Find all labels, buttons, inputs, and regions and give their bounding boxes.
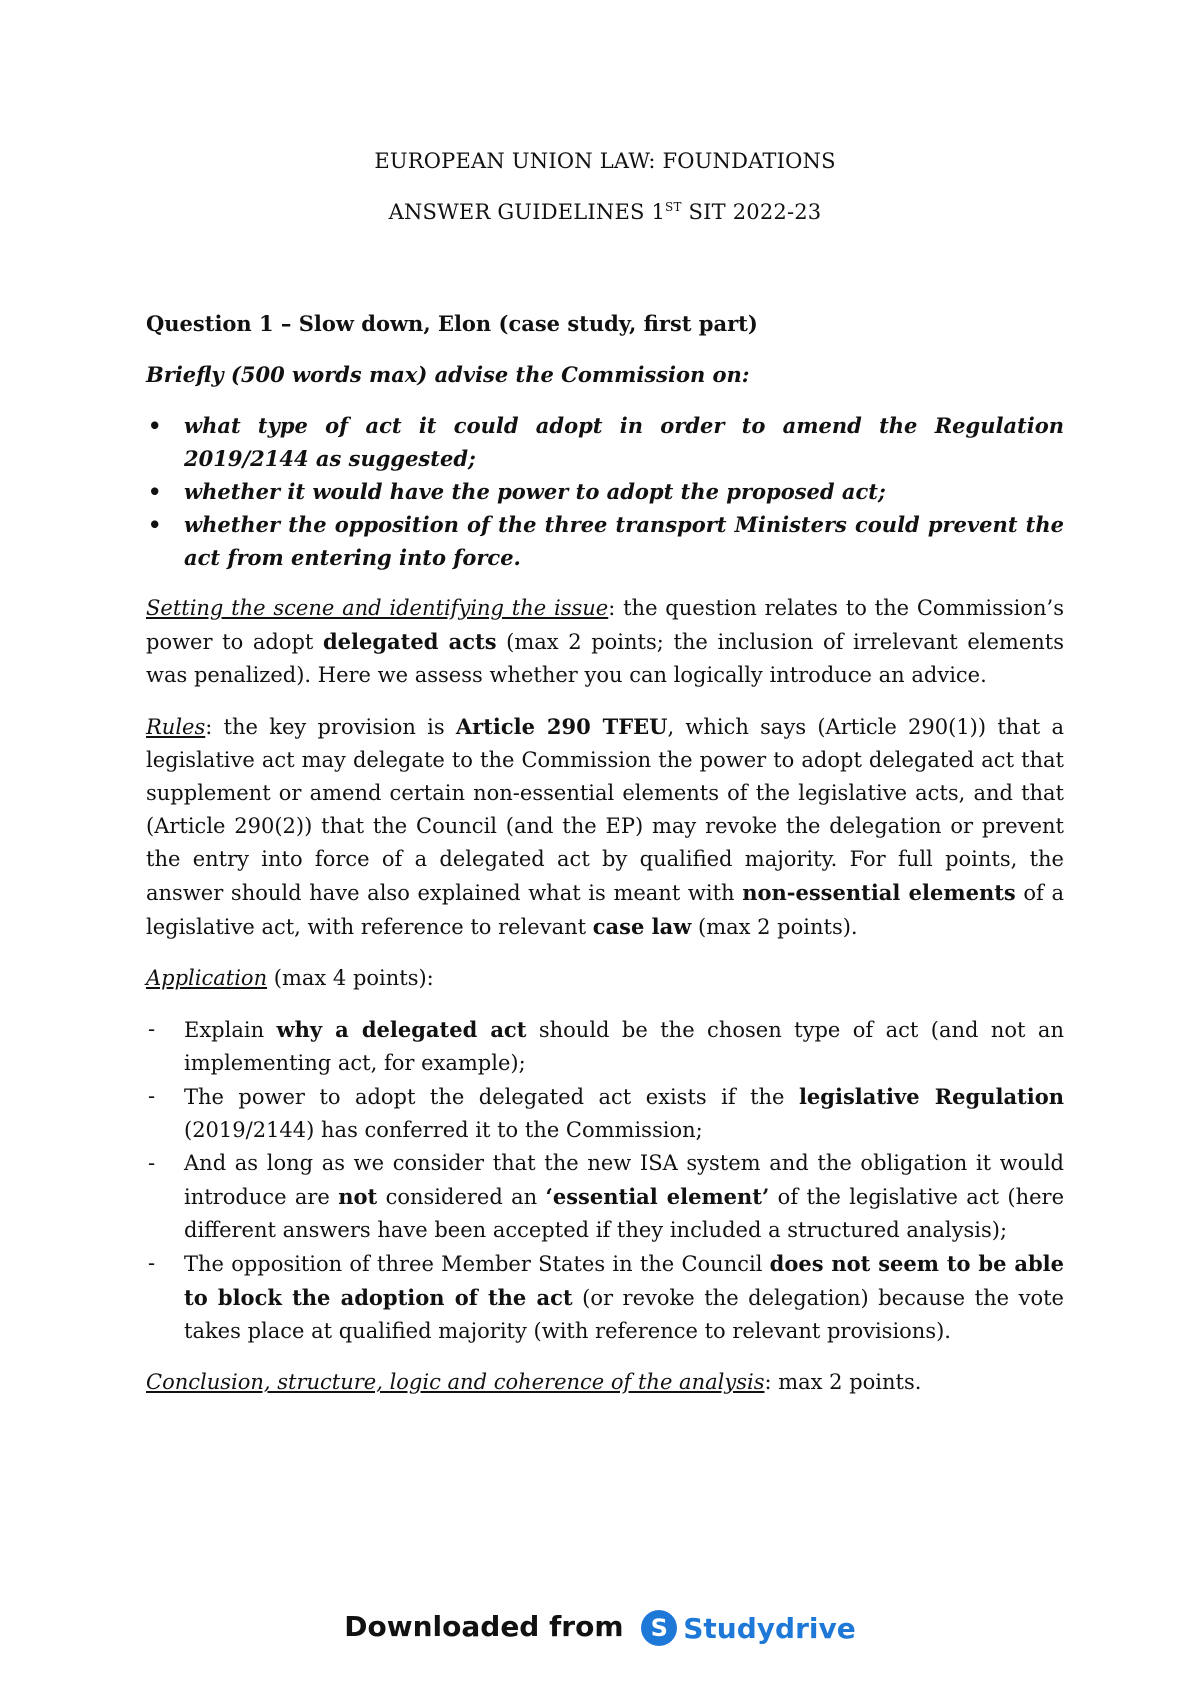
list-item — [146, 1247, 1064, 1348]
conclusion-paragraph — [146, 1366, 1064, 1399]
item-text: of the legislative act (here different answers have been accepted if they included a structured analysis); — [184, 1185, 1065, 1242]
list-item — [146, 1080, 1064, 1147]
item-text: should be the chosen type of act (and not an implementing act, for example); — [184, 1018, 1064, 1075]
footer-text: Downloaded from — [344, 1610, 624, 1643]
dash-marker: - — [148, 1251, 156, 1275]
question-bullet-list — [146, 409, 1064, 574]
question-prompt: Briefly (500 words max) advise the Commission on: — [146, 362, 750, 387]
list-item — [146, 1013, 1064, 1080]
item-text: Explain — [184, 1018, 277, 1042]
dash-marker: - — [148, 1151, 156, 1175]
download-footer — [0, 1610, 1200, 1646]
list-item — [146, 508, 1064, 574]
conclusion-text: : max 2 points. — [764, 1370, 922, 1394]
application-heading — [146, 962, 1064, 995]
scene-text-1: : the question relates to the Commission’s power to adopt — [146, 596, 1064, 654]
application-label: Application — [146, 966, 268, 990]
subtitle-text: ANSWER GUIDELINES 1 — [388, 200, 666, 224]
bullet-marker: • — [148, 479, 162, 504]
studydrive-logo-icon: S — [641, 1610, 677, 1646]
item-bold: does not seem to be able to block the adoption of the act — [184, 1251, 1064, 1310]
bullet-marker: • — [148, 512, 162, 537]
item-text: considered an — [377, 1185, 546, 1209]
list-item — [146, 1147, 1064, 1247]
scene-text-2: (max 2 points; the inclusion of irrelevant elements was penalized). Here we assess whether you can logically introduce an advice. — [146, 630, 1064, 687]
bullet-text: whether it would have the power to adopt the proposed act; — [184, 479, 886, 504]
rules-paragraph — [146, 710, 1064, 944]
item-bold: not — [338, 1184, 378, 1209]
rules-text-4: (max 2 points). — [691, 915, 858, 939]
rules-bold-2: non-essential elements — [742, 880, 1016, 905]
rules-text-2: , which says (Article 290(1)) that a legislative act may delegate to the Commission the power to adopt delegated act that supplement or amend certain non-essential elements of the legislative acts, and that (Article 290(2)) that the Council (and the EP) may revoke the delegation or prevent the entry into force of a delegated act by qualified majority. For full points, the answer should have also explained what is meant with — [146, 715, 1065, 905]
studydrive-logo — [641, 1610, 855, 1646]
bullet-text: whether the opposition of the three transport Ministers could prevent the act from entering into force. — [184, 512, 1064, 570]
studydrive-brand: Studydrive — [683, 1611, 856, 1645]
item-text: The power to adopt the delegated act exists if the — [184, 1085, 799, 1109]
application-list — [146, 1013, 1064, 1348]
item-text: (2019/2144) has conferred it to the Commission; — [184, 1118, 703, 1142]
rules-text-3: of a legislative act, with reference to relevant — [146, 881, 1064, 939]
subtitle-superscript: ST — [665, 200, 682, 214]
application-text: (max 4 points): — [267, 966, 434, 990]
item-bold: ‘essential element’ — [545, 1184, 770, 1209]
question-heading: Question 1 – Slow down, Elon (case study, first part) — [146, 311, 758, 336]
bullet-marker: • — [148, 413, 162, 438]
rules-bold-3: case law — [592, 914, 692, 939]
item-text: The opposition of three Member States in the Council — [184, 1252, 770, 1276]
document-title: EUROPEAN UNION LAW: FOUNDATIONS — [374, 149, 836, 173]
scene-paragraph — [146, 592, 1064, 692]
dash-marker: - — [148, 1017, 156, 1041]
item-text: (or revoke the delegation) because the vote takes place at qualified majority (with reference to relevant provisions). — [184, 1286, 1064, 1343]
list-item — [146, 475, 1064, 508]
rules-label: Rules — [146, 715, 206, 739]
document-subtitle — [146, 196, 1064, 229]
rules-text-1: : the key provision is — [205, 715, 456, 739]
scene-bold-1: delegated acts — [322, 629, 497, 654]
item-bold: legislative Regulation — [798, 1084, 1065, 1109]
item-text: And as long as we consider that the new ISA system and the obligation it would introduce are — [184, 1151, 1064, 1209]
dash-marker: - — [148, 1084, 156, 1108]
list-item — [146, 409, 1064, 475]
rules-bold-1: Article 290 TFEU — [455, 714, 668, 739]
item-bold: why a delegated act — [276, 1017, 527, 1042]
subtitle-text-end: SIT 2022-23 — [681, 200, 822, 224]
document-page — [146, 145, 1064, 1417]
scene-label: Setting the scene and identifying the issue — [146, 596, 609, 620]
conclusion-label: Conclusion, structure, logic and coherence of the analysis — [146, 1370, 765, 1394]
bullet-text: what type of act it could adopt in order to amend the Regulation 2019/2144 as suggested; — [184, 413, 1064, 471]
